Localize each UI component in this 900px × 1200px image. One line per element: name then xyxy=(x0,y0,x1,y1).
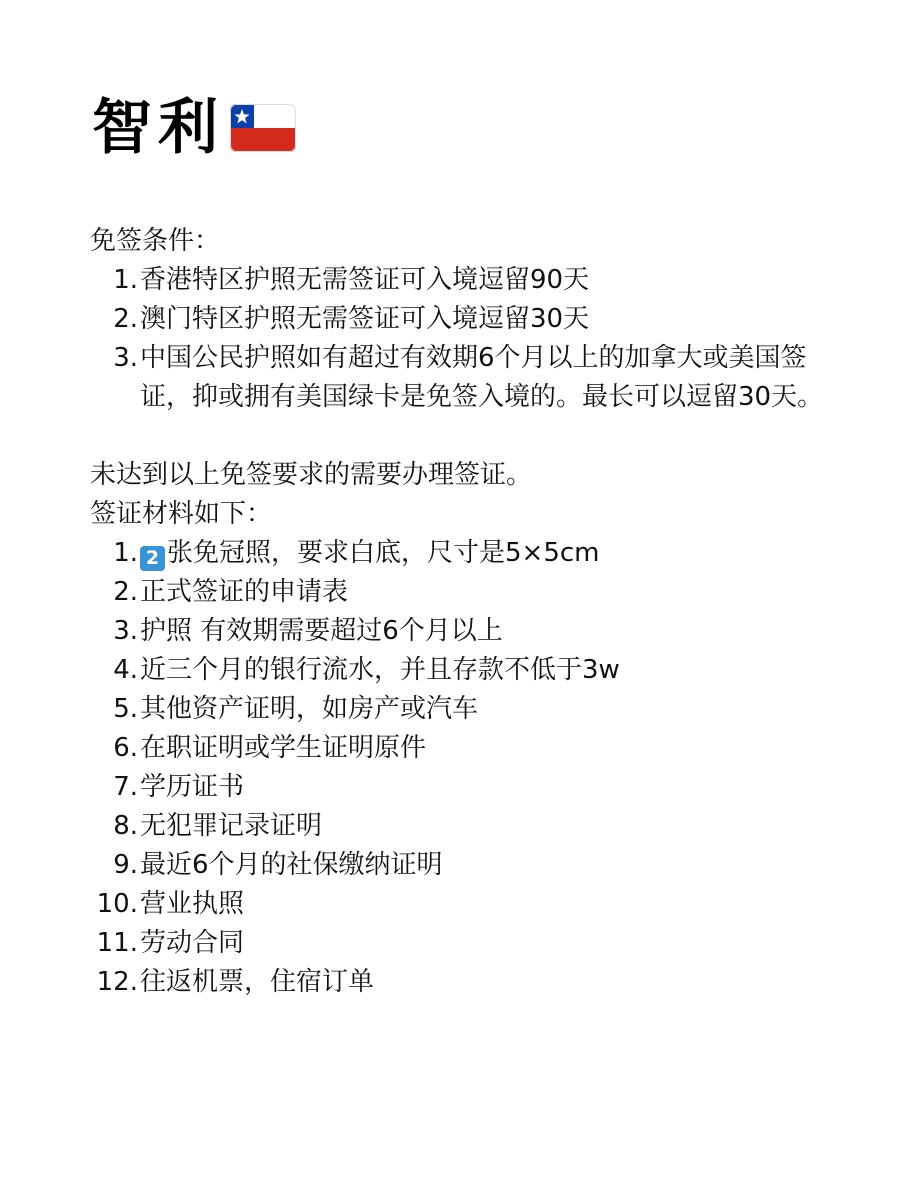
list-text: 无犯罪记录证明 xyxy=(140,811,323,841)
list-item xyxy=(90,612,830,651)
list-text: 正式签证的申请表 xyxy=(140,577,349,607)
list-text: 最近6个月的社保缴纳证明 xyxy=(140,850,443,880)
list-number: 3. xyxy=(113,616,138,646)
list-text: 学历证书 xyxy=(140,772,245,802)
list-text: 中国公民护照如有超过有效期6个月以上的加拿大或美国签证，抑或拥有美国绿卡是免签入境的。最长可以逗留30天。 xyxy=(140,343,824,412)
list-number: 3. xyxy=(113,343,138,373)
materials-heading: 签证材料如下： xyxy=(90,499,273,529)
content xyxy=(90,222,830,1002)
list-text: 护照 有效期需要超过6个月以上 xyxy=(140,616,503,646)
list-number: 9. xyxy=(113,850,138,880)
list-number: 7. xyxy=(113,772,138,802)
list-text: 劳动合同 xyxy=(140,928,245,958)
visa-required-note: 未达到以上免签要求的需要办理签证。 xyxy=(90,460,533,490)
list-number: 6. xyxy=(113,733,138,763)
list-item xyxy=(90,885,830,924)
list-number: 10. xyxy=(96,889,138,919)
list-number: 12. xyxy=(96,967,138,997)
list-text: 往返机票，住宿订单 xyxy=(140,967,375,997)
list-number: 8. xyxy=(113,811,138,841)
list-number: 11. xyxy=(96,928,138,958)
photo-requirement-text: 张免冠照，要求白底，尺寸是5×5cm xyxy=(167,538,600,568)
visa-free-list xyxy=(90,261,830,417)
list-item xyxy=(90,963,830,1002)
list-text xyxy=(140,534,830,573)
visa-free-heading: 免签条件： xyxy=(90,226,221,256)
list-item xyxy=(90,573,830,612)
list-item xyxy=(90,768,830,807)
list-number: 2. xyxy=(113,577,138,607)
materials-list xyxy=(90,534,830,1002)
list-item xyxy=(90,300,830,339)
list-text: 其他资产证明，如房产或汽车 xyxy=(140,694,479,724)
list-item xyxy=(90,339,830,417)
list-item xyxy=(90,807,830,846)
list-item xyxy=(90,729,830,768)
list-item xyxy=(90,924,830,963)
list-text: 近三个月的银行流水，并且存款不低于3w xyxy=(140,655,620,685)
number-two-icon: 2 xyxy=(140,546,165,571)
list-text: 在职证明或学生证明原件 xyxy=(140,733,427,763)
chile-flag-icon xyxy=(230,104,296,152)
list-item xyxy=(90,534,830,573)
list-text: 香港特区护照无需签证可入境逗留90天 xyxy=(140,265,590,295)
list-number: 2. xyxy=(113,304,138,334)
list-number: 4. xyxy=(113,655,138,685)
list-number: 1. xyxy=(113,265,138,295)
list-number: 1. xyxy=(113,538,138,568)
title-row xyxy=(92,88,296,168)
spacer xyxy=(90,417,830,456)
list-text: 营业执照 xyxy=(140,889,245,919)
list-item xyxy=(90,846,830,885)
page-title: 智利 xyxy=(92,93,224,163)
list-item xyxy=(90,690,830,729)
list-text: 澳门特区护照无需签证可入境逗留30天 xyxy=(140,304,590,334)
list-item xyxy=(90,261,830,300)
list-item xyxy=(90,651,830,690)
list-number: 5. xyxy=(113,694,138,724)
